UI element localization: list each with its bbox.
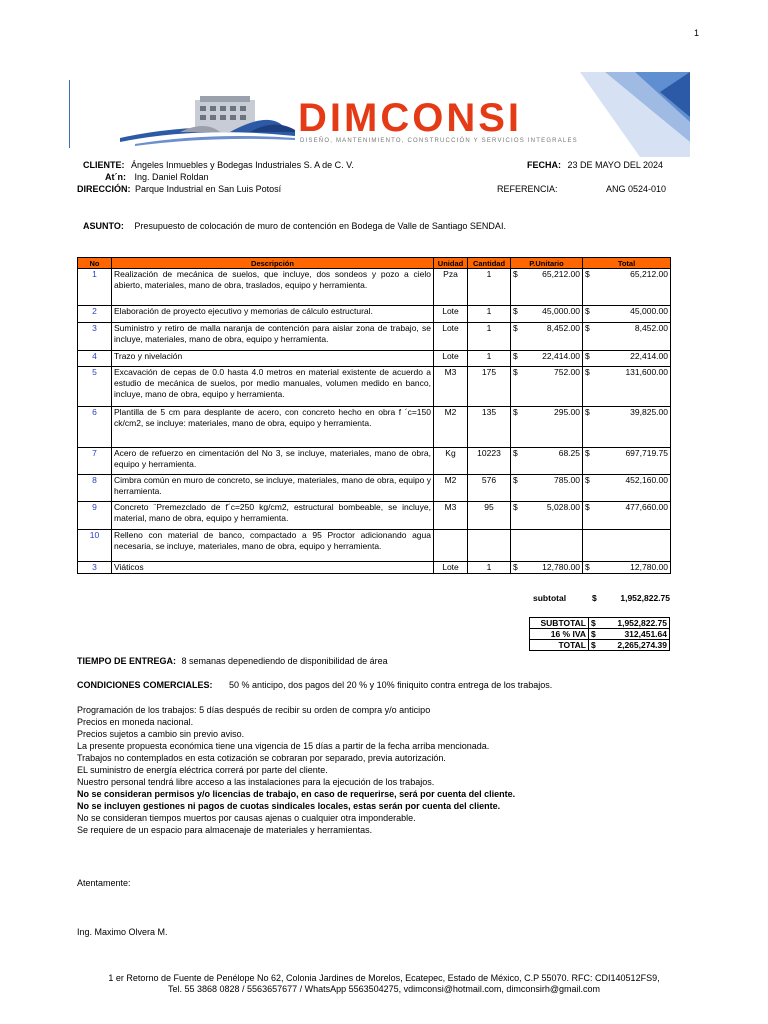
unit-price-value: 752.00 bbox=[554, 367, 580, 377]
unit-price-value: 45,000.00 bbox=[542, 306, 580, 316]
table-row bbox=[78, 306, 671, 323]
totals-value: 2,265,274.39 bbox=[617, 640, 667, 650]
asunto-label: ASUNTO: bbox=[83, 221, 124, 231]
table-row bbox=[78, 562, 671, 574]
note-line: Trabajos no contemplados en esta cotización se cobraran por separado, previa autorización. bbox=[77, 753, 446, 763]
row-unit-price bbox=[511, 269, 583, 306]
currency-symbol: $ bbox=[585, 269, 590, 279]
col-header-cantidad: Cantidad bbox=[468, 258, 511, 269]
row-quantity: 1 bbox=[468, 306, 511, 323]
subtotal-label: subtotal bbox=[533, 593, 567, 603]
totals-label: SUBTOTAL bbox=[530, 618, 589, 629]
currency-symbol: $ bbox=[513, 475, 518, 485]
condiciones-comerciales bbox=[77, 680, 552, 690]
totals-label: TOTAL bbox=[530, 640, 589, 651]
row-unit bbox=[434, 530, 468, 562]
row-quantity bbox=[468, 530, 511, 562]
row-unit-price bbox=[511, 306, 583, 323]
currency-symbol: $ bbox=[513, 351, 518, 361]
currency-symbol: $ bbox=[585, 448, 590, 458]
row-description: Relleno con material de banco, compactado a 95 Proctor adicionando agua necesaria, se incluye, materiales, mano de obra, equipo y herramienta. bbox=[112, 530, 434, 562]
subtotal-line bbox=[533, 593, 670, 603]
row-unit: Lote bbox=[434, 351, 468, 367]
row-total bbox=[583, 502, 671, 530]
unit-price-value: 5,028.00 bbox=[546, 502, 580, 512]
col-header-no: No bbox=[78, 258, 112, 269]
row-quantity: 95 bbox=[468, 502, 511, 530]
subtotal-currency: $ bbox=[592, 593, 597, 603]
total-value: 697,719.75 bbox=[625, 448, 668, 458]
col-header-punitario: P.Unitario bbox=[511, 258, 583, 269]
row-description: Plantilla de 5 cm para desplante de acero, con concreto hecho en obra f ´c=150 ck/cm2, se incluye: materiales, mano de obra, equipo y herramienta. bbox=[112, 407, 434, 448]
row-unit-price bbox=[511, 530, 583, 562]
totals-currency: $ bbox=[591, 640, 596, 650]
total-value: 131,600.00 bbox=[625, 367, 668, 377]
row-unit: Lote bbox=[434, 306, 468, 323]
col-header-descripcion: Descripción bbox=[112, 258, 434, 269]
row-total bbox=[583, 407, 671, 448]
totals-table bbox=[529, 617, 670, 651]
row-number: 9 bbox=[78, 502, 112, 530]
row-description: Acero de refuerzo en cimentación del No 3, se incluye, materiales, mano de obra, equipo y herramienta. bbox=[112, 448, 434, 475]
currency-symbol: $ bbox=[585, 562, 590, 572]
notes-list bbox=[77, 704, 547, 836]
row-description: Realización de mecánica de suelos, que incluye, dos sondeos y pozo a cielo abierto, materiales, mano de obra, traslados, equipo y herramienta. bbox=[112, 269, 434, 306]
row-unit-price bbox=[511, 448, 583, 475]
tiempo-value: 8 semanas depenediendo de disponibilidad de área bbox=[181, 656, 388, 666]
table-row bbox=[78, 502, 671, 530]
total-value: 65,212.00 bbox=[630, 269, 668, 279]
direccion-label: DIRECCIÓN: bbox=[77, 184, 131, 194]
note-line: No se consideran tiempos muertos por causas ajenas o cualquier otra imponderable. bbox=[77, 813, 416, 823]
totals-value: 312,451.64 bbox=[624, 629, 667, 639]
currency-symbol: $ bbox=[585, 475, 590, 485]
building-logo-icon bbox=[110, 80, 310, 150]
asunto-row bbox=[83, 221, 506, 231]
note-line: Precios sujetos a cambio sin previo aviso. bbox=[77, 729, 245, 739]
totals-amount bbox=[589, 629, 670, 640]
referencia-value: ANG 0524-010 bbox=[606, 184, 667, 194]
total-value: 477,660.00 bbox=[625, 502, 668, 512]
row-number: 10 bbox=[78, 530, 112, 562]
totals-label: 16 % IVA bbox=[530, 629, 589, 640]
row-total bbox=[583, 475, 671, 502]
row-description: Concreto ¨Premezclado de f´c=250 kg/cm2, estructural bombeable, se incluye, material, mano de obra, equipo y herramienta. bbox=[112, 502, 434, 530]
currency-symbol: $ bbox=[585, 407, 590, 417]
row-unit-price bbox=[511, 351, 583, 367]
row-quantity: 175 bbox=[468, 367, 511, 407]
table-row bbox=[78, 323, 671, 351]
unit-price-value: 68.25 bbox=[558, 448, 580, 458]
fecha-label: FECHA: bbox=[527, 160, 561, 170]
row-unit: Lote bbox=[434, 562, 468, 574]
currency-symbol: $ bbox=[585, 502, 590, 512]
row-description: Cimbra común en muro de concreto, se incluye, materiales, mano de obra, equipo y herramienta. bbox=[112, 475, 434, 502]
unit-price-value: 12,780.00 bbox=[542, 562, 580, 572]
table-row bbox=[78, 269, 671, 306]
totals-row bbox=[530, 618, 670, 629]
row-quantity: 576 bbox=[468, 475, 511, 502]
totals-currency: $ bbox=[591, 618, 596, 628]
table-row bbox=[78, 475, 671, 502]
direccion-row bbox=[77, 184, 281, 194]
note-line: Precios en moneda nacional. bbox=[77, 717, 194, 727]
row-unit-price bbox=[511, 475, 583, 502]
col-header-total: Total bbox=[583, 258, 671, 269]
tiempo-entrega bbox=[77, 656, 388, 666]
subtotal-value: 1,952,822.75 bbox=[620, 593, 670, 603]
row-quantity: 1 bbox=[468, 562, 511, 574]
totals-row bbox=[530, 629, 670, 640]
row-description: Elaboración de proyecto ejecutivo y memorias de cálculo estructural. bbox=[112, 306, 434, 323]
row-number: 8 bbox=[78, 475, 112, 502]
currency-symbol: $ bbox=[513, 367, 518, 377]
row-total bbox=[583, 323, 671, 351]
cliente-label: CLIENTE: bbox=[83, 160, 125, 170]
cliente-value: Ángeles Inmuebles y Bodegas Industriales S. A de C. V. bbox=[131, 160, 354, 170]
note-line: No se consideran permisos y/o licencias de trabajo, en caso de requerirse, será por cuenta del cliente. bbox=[77, 789, 516, 799]
row-unit: Kg bbox=[434, 448, 468, 475]
unit-price-value: 22,414.00 bbox=[542, 351, 580, 361]
header-left-rule bbox=[69, 80, 70, 148]
currency-symbol: $ bbox=[513, 323, 518, 333]
row-number: 4 bbox=[78, 351, 112, 367]
table-row bbox=[78, 367, 671, 407]
note-line: Se requiere de un espacio para almacenaje de materiales y herramientas. bbox=[77, 825, 373, 835]
currency-symbol: $ bbox=[513, 562, 518, 572]
note-line: Nuestro personal tendrá libre acceso a las instalaciones para la ejecución de los trabajos. bbox=[77, 777, 435, 787]
referencia-label: REFERENCIA: bbox=[497, 184, 558, 194]
row-number: 7 bbox=[78, 448, 112, 475]
row-description: Viáticos bbox=[112, 562, 434, 574]
row-total bbox=[583, 562, 671, 574]
row-number: 3 bbox=[78, 323, 112, 351]
currency-symbol: $ bbox=[585, 367, 590, 377]
currency-symbol: $ bbox=[513, 306, 518, 316]
totals-amount bbox=[589, 640, 670, 651]
row-unit-price bbox=[511, 562, 583, 574]
note-line: EL suministro de energía eléctrica correrá por parte del cliente. bbox=[77, 765, 328, 775]
totals-row bbox=[530, 640, 670, 651]
row-description: Excavación de cepas de 0.0 hasta 4.0 metros en material existente de acuerdo a estudio de mecánica de suelos, por medio manuales, volumen medido en banco, incluye, mano de obra, equipo y herramienta. bbox=[112, 367, 434, 407]
row-total bbox=[583, 269, 671, 306]
row-description: Trazo y nivelación bbox=[112, 351, 434, 367]
row-number: 2 bbox=[78, 306, 112, 323]
row-unit-price bbox=[511, 367, 583, 407]
table-row bbox=[78, 351, 671, 367]
unit-price-value: 295.00 bbox=[554, 407, 580, 417]
table-header-row bbox=[78, 258, 671, 269]
row-quantity: 10223 bbox=[468, 448, 511, 475]
row-quantity: 135 bbox=[468, 407, 511, 448]
total-value: 8,452.00 bbox=[634, 323, 668, 333]
row-number: 5 bbox=[78, 367, 112, 407]
unit-price-value: 8,452.00 bbox=[546, 323, 580, 333]
row-unit: M3 bbox=[434, 367, 468, 407]
totals-value: 1,952,822.75 bbox=[617, 618, 667, 628]
row-total bbox=[583, 306, 671, 323]
row-unit: M2 bbox=[434, 407, 468, 448]
unit-price-value: 785.00 bbox=[554, 475, 580, 485]
table-row bbox=[78, 407, 671, 448]
row-total bbox=[583, 530, 671, 562]
cliente-row bbox=[83, 160, 354, 170]
tiempo-label: TIEMPO DE ENTREGA: bbox=[77, 656, 177, 666]
corner-decoration-icon bbox=[560, 72, 690, 157]
page-number: 1 bbox=[694, 28, 700, 38]
col-header-unidad: Unidad bbox=[434, 258, 468, 269]
currency-symbol: $ bbox=[513, 407, 518, 417]
currency-symbol: $ bbox=[585, 351, 590, 361]
footer-contact: Tel. 55 3868 0828 / 5563657677 / WhatsApp 5563504275, vdimconsi@hotmail.com, dimconsirh@gmail.com bbox=[167, 984, 601, 994]
signer-name: Ing. Maximo Olvera M. bbox=[77, 927, 168, 937]
total-value: 22,414.00 bbox=[630, 351, 668, 361]
direccion-value: Parque Industrial en San Luis Potosí bbox=[135, 184, 282, 194]
row-unit: Pza bbox=[434, 269, 468, 306]
currency-symbol: $ bbox=[513, 502, 518, 512]
row-number: 3 bbox=[78, 562, 112, 574]
totals-amount bbox=[589, 618, 670, 629]
currency-symbol: $ bbox=[585, 323, 590, 333]
atentamente: Atentamente: bbox=[77, 878, 131, 888]
total-value: 39,825.00 bbox=[630, 407, 668, 417]
quote-table-body bbox=[78, 269, 671, 574]
row-quantity: 1 bbox=[468, 351, 511, 367]
row-unit-price bbox=[511, 407, 583, 448]
row-number: 1 bbox=[78, 269, 112, 306]
note-line: La presente propuesta económica tiene una vigencia de 15 días a partir de la fecha arriba mencionada. bbox=[77, 741, 490, 751]
total-value: 45,000.00 bbox=[630, 306, 668, 316]
table-row bbox=[78, 448, 671, 475]
footer-address: 1 er Retorno de Fuente de Penélope No 62, Colonia Jardines de Morelos, Ecatepec, Estado de México, C.P 55070. RFC: CDI140512FS9, bbox=[108, 973, 660, 983]
row-quantity: 1 bbox=[468, 269, 511, 306]
row-total bbox=[583, 448, 671, 475]
row-total bbox=[583, 367, 671, 407]
atn-value: Ing. Daniel Roldan bbox=[134, 172, 209, 182]
unit-price-value: 65,212.00 bbox=[542, 269, 580, 279]
total-value: 452,160.00 bbox=[625, 475, 668, 485]
row-unit-price bbox=[511, 323, 583, 351]
currency-symbol: $ bbox=[513, 269, 518, 279]
condiciones-label: CONDICIONES COMERCIALES: bbox=[77, 680, 213, 690]
row-unit-price bbox=[511, 502, 583, 530]
fecha-row bbox=[527, 160, 663, 170]
row-quantity: 1 bbox=[468, 323, 511, 351]
totals-currency: $ bbox=[591, 629, 596, 639]
row-unit: M3 bbox=[434, 502, 468, 530]
fecha-value: 23 DE MAYO DEL 2024 bbox=[567, 160, 664, 170]
brand-name: DIMCONSI bbox=[298, 96, 522, 140]
note-line: No se incluyen gestiones ni pagos de cuotas sindicales locales, estas serán por cuenta del cliente. bbox=[77, 801, 501, 811]
quote-table bbox=[77, 257, 671, 574]
total-value: 12,780.00 bbox=[630, 562, 668, 572]
currency-symbol: $ bbox=[585, 306, 590, 316]
row-total bbox=[583, 351, 671, 367]
brand-tagline: DISEÑO, MANTENIMIENTO, CONSTRUCCIÓN Y SERVICIOS INTEGRALES bbox=[300, 138, 578, 144]
row-unit: Lote bbox=[434, 323, 468, 351]
row-unit: M2 bbox=[434, 475, 468, 502]
row-number: 6 bbox=[78, 407, 112, 448]
currency-symbol: $ bbox=[513, 448, 518, 458]
condiciones-value: 50 % anticipo, dos pagos del 20 % y 10% finiquito contra entrega de los trabajos. bbox=[229, 680, 553, 690]
atn-label: At´n: bbox=[105, 172, 126, 182]
row-description: Suministro y retiro de malla naranja de contención para aislar zona de trabajo, se incluye, materiales, mano de obra, equipo y herramienta. bbox=[112, 323, 434, 351]
table-row bbox=[78, 530, 671, 562]
asunto-value: Presupuesto de colocación de muro de contención en Bodega de Valle de Santiago SENDAI. bbox=[134, 221, 506, 231]
atn-row bbox=[105, 172, 209, 182]
note-line: Programación de los trabajos: 5 días después de recibir su orden de compra y/o anticipo bbox=[77, 705, 431, 715]
